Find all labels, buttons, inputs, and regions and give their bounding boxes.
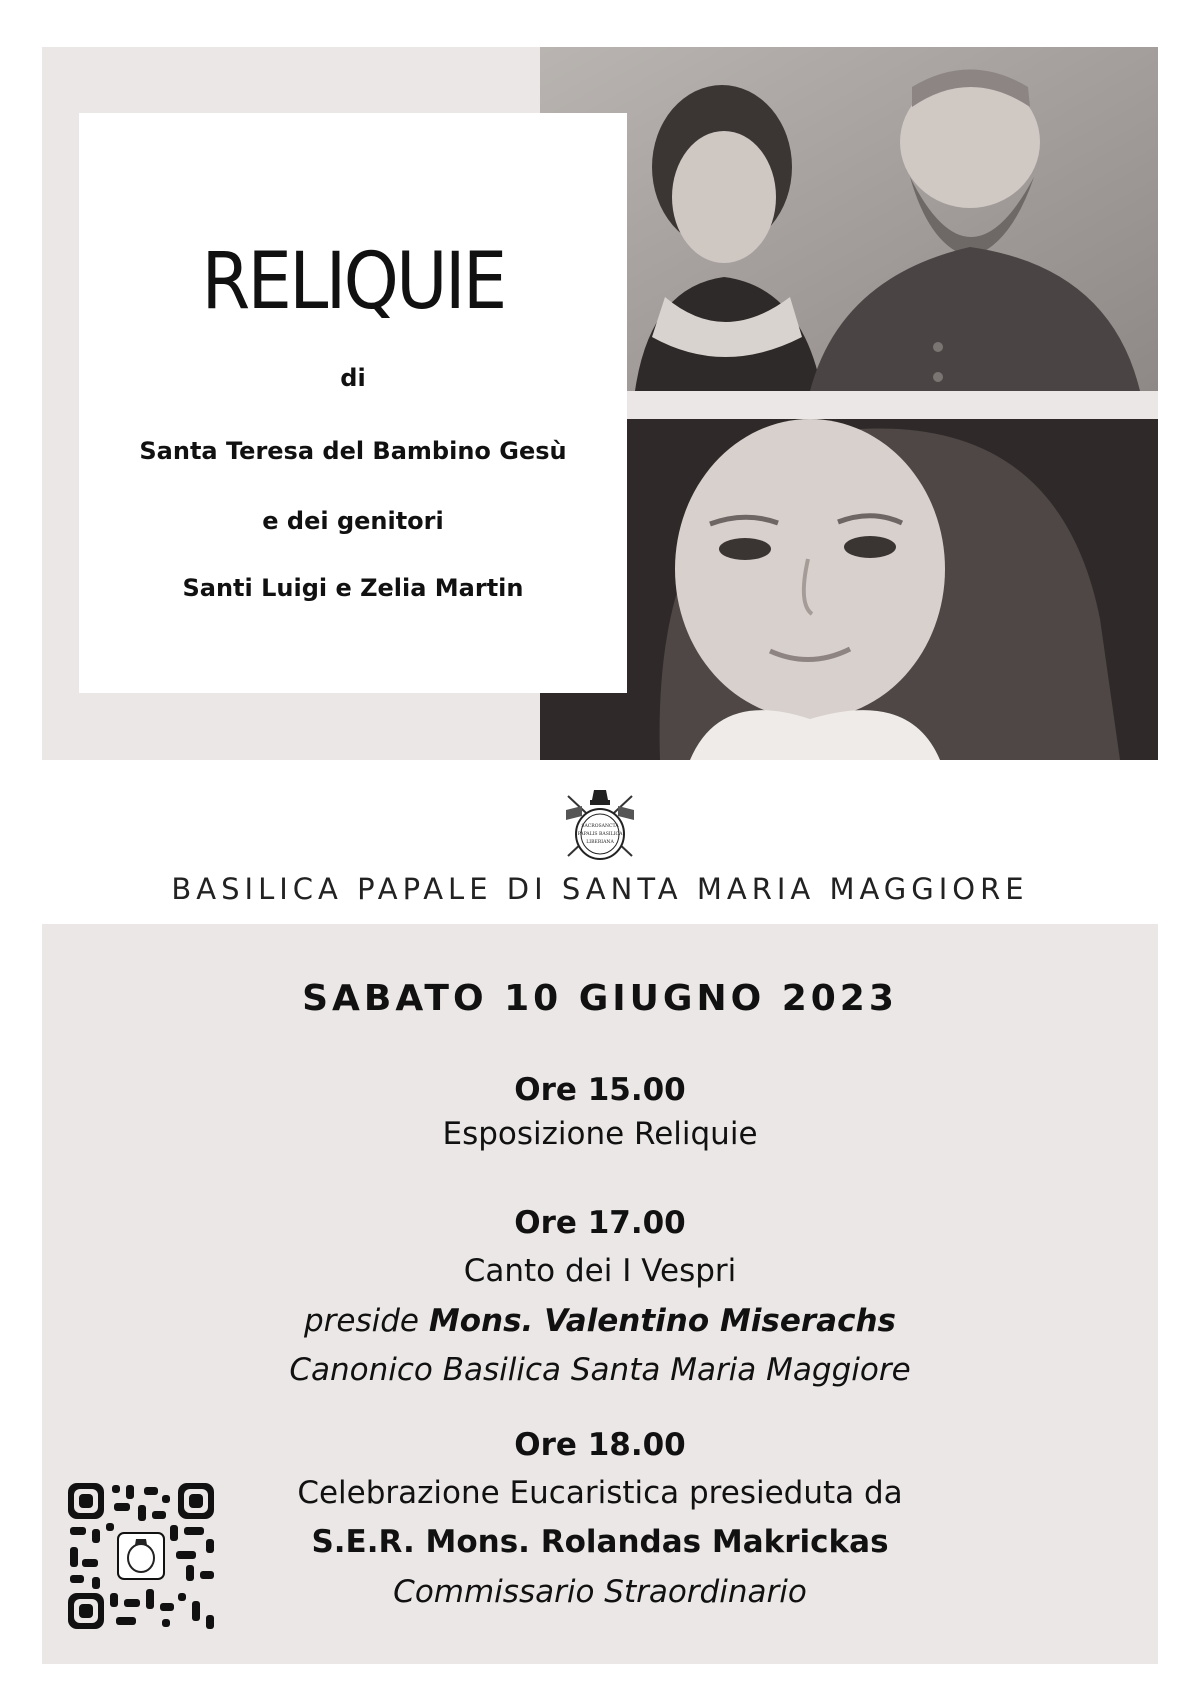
title-line-di: di xyxy=(340,364,366,392)
svg-text:SACROSANCTA: SACROSANCTA xyxy=(581,824,619,829)
event-2-presider-prefix: preside xyxy=(304,1303,420,1339)
page-title: RELIQUIE xyxy=(201,237,505,327)
event-3-title: Celebrazione Eucaristica presieduta da xyxy=(297,1475,903,1511)
svg-text:PAPALIS BASILICA: PAPALIS BASILICA xyxy=(577,832,623,837)
title-line-saint: Santa Teresa del Bambino Gesù xyxy=(139,437,567,465)
title-card xyxy=(79,113,627,693)
event-3-role: Commissario Straordinario xyxy=(393,1574,807,1610)
venue-name: BASILICA PAPALE DI SANTA MARIA MAGGIORE xyxy=(171,872,1029,906)
title-line-parents: e dei genitori xyxy=(262,507,444,535)
event-3-presider: S.E.R. Mons. Rolandas Makrickas xyxy=(311,1524,889,1560)
title-line-names: Santi Luigi e Zelia Martin xyxy=(182,574,524,602)
event-1-title: Esposizione Reliquie xyxy=(442,1116,758,1152)
event-date: SABATO 10 GIUGNO 2023 xyxy=(302,978,898,1019)
event-2-presider-line xyxy=(42,1303,1158,1339)
saint-therese-photo xyxy=(540,419,1158,760)
basilica-seal-icon xyxy=(560,786,640,866)
event-2-role: Canonico Basilica Santa Maria Maggiore xyxy=(289,1352,911,1388)
qr-code-icon[interactable] xyxy=(66,1481,216,1631)
event-2-title: Canto dei I Vespri xyxy=(463,1253,737,1289)
event-1-time: Ore 15.00 xyxy=(514,1072,686,1108)
event-3-time: Ore 18.00 xyxy=(514,1427,686,1463)
svg-text:LIBERIANA: LIBERIANA xyxy=(586,840,614,845)
parents-photo xyxy=(540,47,1158,391)
event-2-presider: Mons. Valentino Miserachs xyxy=(428,1303,896,1339)
event-2-time: Ore 17.00 xyxy=(514,1205,686,1241)
